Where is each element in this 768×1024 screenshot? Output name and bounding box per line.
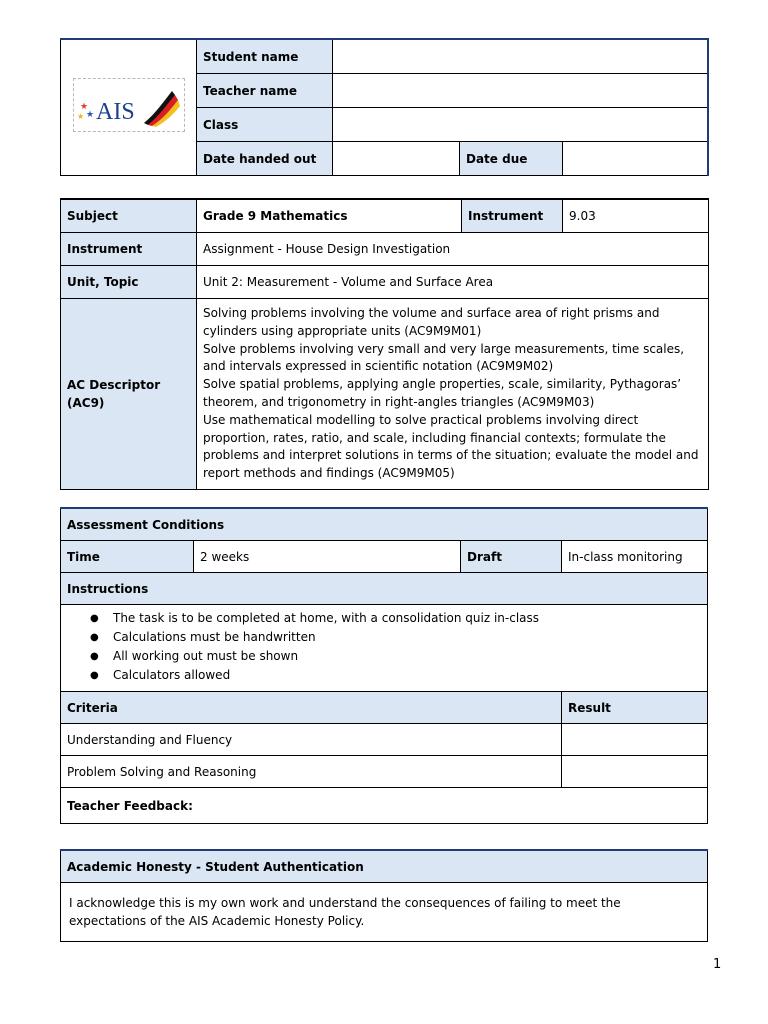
student-name-field[interactable] [333, 39, 708, 74]
instruction-item: ● The task is to be completed at home, with a consolidation quiz in-class [113, 609, 701, 628]
assessment-conditions-table [60, 507, 708, 824]
unit-topic-label: Unit, Topic [61, 266, 197, 299]
teacher-name-label: Teacher name [197, 74, 333, 108]
page-number: 1 [713, 957, 722, 972]
ac-descriptor-list [197, 299, 709, 490]
result-header: Result [562, 692, 708, 724]
time-label: Time [61, 541, 194, 573]
date-handed-out-label: Date handed out [197, 142, 333, 176]
criteria-name: Understanding and Fluency [61, 724, 562, 756]
logo-flag-swoosh-icon [144, 91, 180, 127]
student-info-table [60, 38, 709, 176]
date-handed-out-field[interactable] [333, 142, 460, 176]
time-value: 2 weeks [194, 541, 461, 573]
descriptor-item: Use mathematical modelling to solve practical problems involving direct proportion, rates, ratio, and scale, including financial contexts; formulate the problems and interpret solutions in terms of the situation; evaluate the model and report methods and findings (AC9M9M05) [203, 412, 699, 481]
draft-label: Draft [461, 541, 562, 573]
date-due-field[interactable] [563, 142, 708, 176]
descriptor-item: Solve spatial problems, applying angle properties, scale, similarity, Pythagoras’ theorem, and trigonometry in right-angles triangles (AC9M9M03) [203, 377, 682, 409]
instruction-item: ● Calculators allowed [113, 666, 701, 685]
logo-text: AIS [95, 99, 135, 125]
instructions-list-cell [61, 605, 708, 692]
instrument-row-value: Assignment - House Design Investigation [197, 233, 709, 266]
instruction-item: ● Calculations must be handwritten [113, 628, 701, 647]
criteria-result[interactable] [562, 756, 708, 788]
class-label: Class [197, 108, 333, 142]
logo-stars-icon [77, 102, 94, 121]
instructions-list [67, 609, 701, 685]
ac-descriptor-label: AC Descriptor (AC9) [61, 299, 197, 490]
instrument-label: Instrument [462, 199, 563, 233]
instructions-label: Instructions [61, 573, 708, 605]
class-field[interactable] [333, 108, 708, 142]
criteria-row [61, 756, 708, 788]
academic-honesty-title: Academic Honesty - Student Authentication [61, 850, 708, 883]
criteria-row [61, 724, 708, 756]
academic-honesty-table [60, 849, 708, 942]
descriptor-item: Solve problems involving very small and very large measurements, time scales, and intervals expressed in scientific notation (AC9M9M02) [203, 341, 685, 374]
svg-text:★: ★ [76, 112, 84, 121]
descriptor-item: Solving problems involving the volume and surface area of right prisms and cylinders using appropriate units (AC9M9M01) [203, 306, 660, 338]
ais-logo [73, 78, 185, 132]
draft-value: In-class monitoring [562, 541, 708, 573]
instrument-number: 9.03 [563, 199, 709, 233]
academic-honesty-statement: I acknowledge this is my own work and understand the consequences of failing to meet the expectations of the AIS Academic Honesty Policy. [61, 883, 708, 942]
assessment-details-table [60, 198, 709, 490]
school-logo-cell [61, 39, 197, 176]
unit-topic-value: Unit 2: Measurement - Volume and Surface Area [197, 266, 709, 299]
teacher-feedback-label: Teacher Feedback: [61, 788, 708, 824]
svg-text:★: ★ [79, 102, 88, 112]
student-name-label: Student name [197, 39, 333, 74]
criteria-name: Problem Solving and Reasoning [61, 756, 562, 788]
assessment-conditions-title: Assessment Conditions [61, 508, 708, 541]
date-due-label: Date due [460, 142, 563, 176]
criteria-result[interactable] [562, 724, 708, 756]
subject-label: Subject [61, 199, 197, 233]
instrument-row-label: Instrument [61, 233, 197, 266]
svg-text:★: ★ [85, 110, 94, 120]
instruction-item: ● All working out must be shown [113, 647, 701, 666]
criteria-header: Criteria [61, 692, 562, 724]
subject-value: Grade 9 Mathematics [197, 199, 462, 233]
teacher-name-field[interactable] [333, 74, 708, 108]
